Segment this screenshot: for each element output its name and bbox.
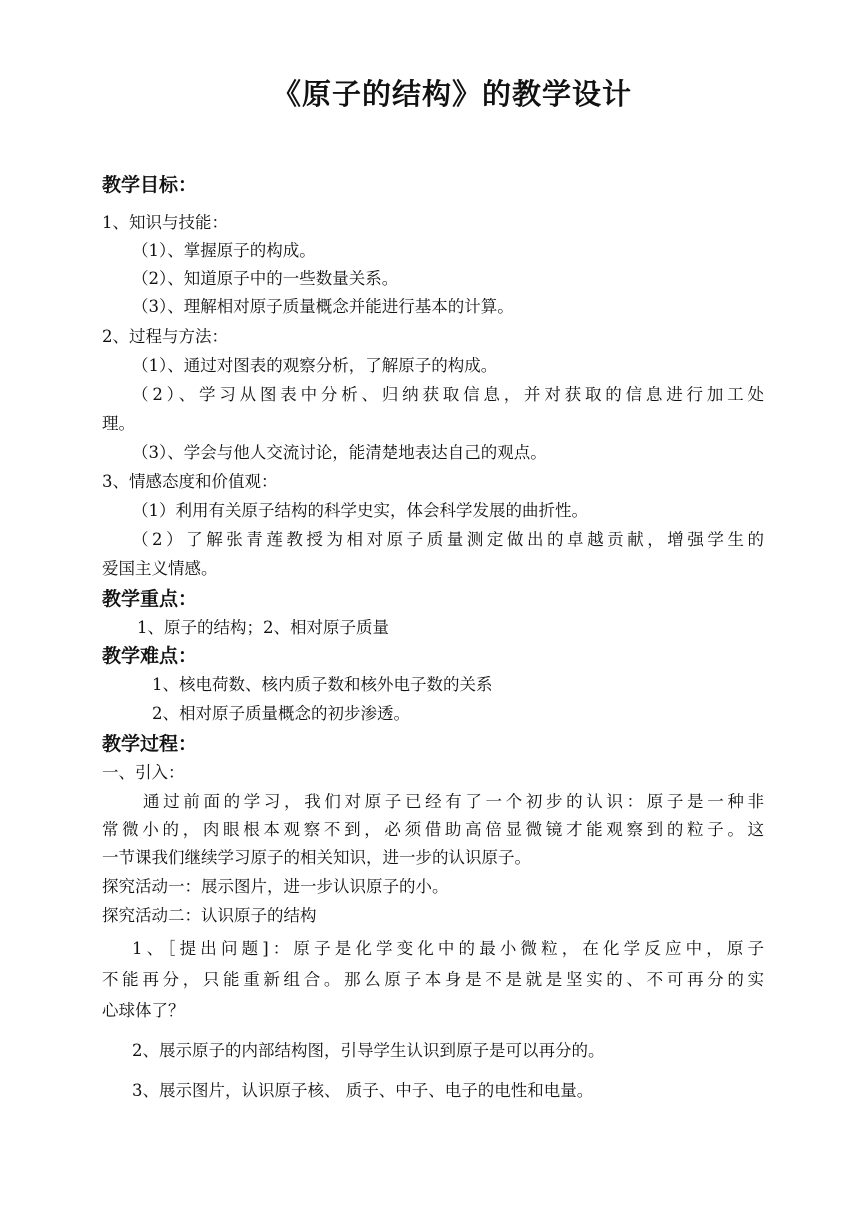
intro-paragraph-line-3: 一节课我们继续学习原子的相关知识，进一步的认识原子。 bbox=[102, 848, 531, 867]
key-points-heading: 教学重点： bbox=[102, 588, 198, 610]
process-methods-label: 2、过程与方法： bbox=[102, 327, 228, 346]
difficulty-item-2: 2、相对原子质量概念的初步渗透。 bbox=[152, 704, 410, 723]
knowledge-item-1: （1）、掌握原子的构成。 bbox=[132, 241, 316, 260]
process-item-2-line-2: 理。 bbox=[102, 414, 135, 433]
difficulties-heading: 教学难点： bbox=[102, 645, 198, 667]
emotion-item-1: （1）利用有关原子结构的科学史实，体会科学发展的曲折性。 bbox=[132, 501, 588, 520]
process-item-3: （3）、学会与他人交流讨论，能清楚地表达自己的观点。 bbox=[132, 443, 547, 462]
emotion-item-2-line-2: 爱国主义情感。 bbox=[102, 559, 218, 578]
intro-paragraph-line-1: 通过前面的学习，我们对原子已经有了一个初步的认识：原子是一种非 bbox=[143, 792, 764, 811]
knowledge-skills-label: 1、知识与技能： bbox=[102, 213, 228, 232]
key-points-text: 1、原子的结构；2、相对原子质量 bbox=[137, 618, 389, 637]
step-1-line-1: 1、［提出问题]：原子是化学变化中的最小微粒，在化学反应中，原子 bbox=[132, 939, 764, 958]
emotion-item-2-line-1: （2）了解张青莲教授为相对原子质量测定做出的卓越贡献，增强学生的 bbox=[132, 530, 764, 549]
knowledge-item-3: （3）、理解相对原子质量概念并能进行基本的计算。 bbox=[132, 297, 514, 316]
intro-label: 一、引入： bbox=[102, 763, 185, 782]
objectives-heading: 教学目标： bbox=[102, 174, 198, 196]
step-2: 2、展示原子的内部结构图，引导学生认识到原子是可以再分的。 bbox=[132, 1041, 605, 1060]
document-title: 《原子的结构》的教学设计 bbox=[271, 77, 632, 111]
step-1-line-2: 不能再分，只能重新组合。那么原子本身是不是就是坚实的、不可再分的实 bbox=[102, 970, 764, 989]
process-item-1: （1）、通过对图表的观察分析，了解原子的构成。 bbox=[132, 356, 498, 375]
process-item-2-line-1: （2）、学习从图表中分析、归纳获取信息，并对获取的信息进行加工处 bbox=[132, 385, 764, 404]
knowledge-item-2: （2）、知道原子中的一些数量关系。 bbox=[132, 269, 399, 288]
difficulty-item-1: 1、核电荷数、核内质子数和核外电子数的关系 bbox=[152, 675, 493, 694]
intro-paragraph-line-2: 常微小的，肉眼根本观察不到，必须借助高倍显微镜才能观察到的粒子。这 bbox=[102, 820, 764, 839]
emotion-values-label: 3、情感态度和价值观： bbox=[102, 472, 278, 491]
activity-two: 探究活动二：认识原子的结构 bbox=[102, 906, 317, 925]
step-1-line-3: 心球体了？ bbox=[102, 1001, 185, 1020]
step-3: 3、展示图片，认识原子核、 质子、中子、电子的电性和电量。 bbox=[132, 1081, 594, 1100]
process-heading: 教学过程： bbox=[102, 733, 198, 755]
activity-one: 探究活动一：展示图片，进一步认识原子的小。 bbox=[102, 877, 449, 896]
